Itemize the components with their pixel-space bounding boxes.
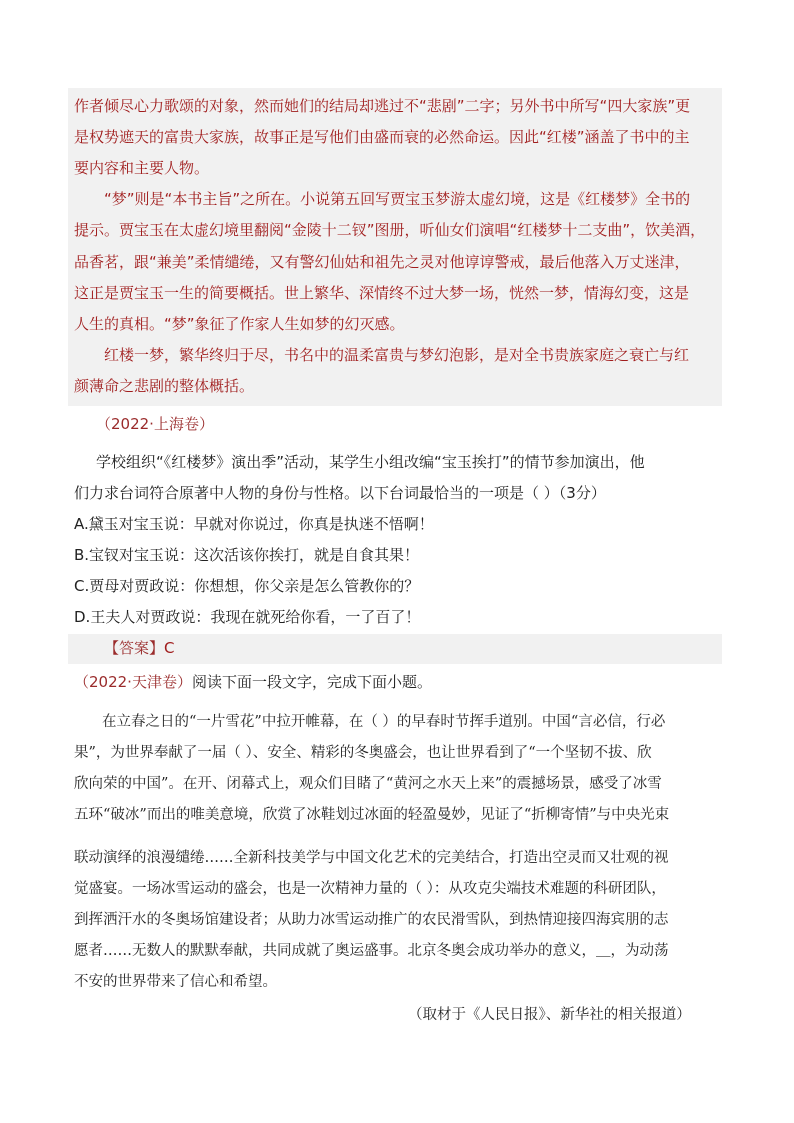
passage-line: 品香茗，跟“兼美”柔情缱绻，又有警幻仙姑和祖先之灵对他谆谆警戒，最后他落入万丈迷津， [74,253,690,271]
q2-passage-line: 不安的世界带来了信心和希望。 [74,974,277,990]
q2-passage-line: 愿者……无数人的默默奉献，共同成就了奥运盛事。北京冬奥会成功举办的意义，＿，为动荡 [74,943,669,959]
q1-stem-line: 们力求台词符合原著中人物的身份与性格。以下台词最恰当的一项是（ ）（3分） [74,484,606,502]
passage-line: 颜薄命之悲剧的整体概括。 [74,377,255,395]
passage-line: 提示。贾宝玉在太虚幻境里翻阅“金陵十二钗”图册，听仙女们演唱“红楼梦十二支曲”，饮美酒， [74,221,706,239]
q1-option-d: D.王夫人对贾政说：我现在就死给你看，一了百了！ [74,608,421,626]
q1-option-b: B.宝钗对宝玉说：这次活该你挨打，就是自食其果！ [74,546,420,564]
answer-label: 【答案】 [104,639,165,657]
q2-passage-line: 到挥洒汗水的冬奥场馆建设者；从助力冰雪运动推广的农民滑雪队，到热情迎接四海宾朋的志 [74,912,669,928]
passage-line: 这正是贾宝玉一生的简要概括。世上繁华、深情终不过大梦一场，恍然一梦，情海幻变，这是 [74,284,690,302]
passage-line: “梦”则是“本书主旨”之所在。小说第五回写贾宝玉梦游太虚幻境，这是《红楼梦》全书的 [104,190,691,208]
q1-option-c: C.贾母对贾政说：你想想，你父亲是怎么管教你的？ [74,577,420,595]
q1-stem-line: 学校组织“《红楼梦》演出季”活动，某学生小组改编“宝玉挨打”的情节参加演出，他 [96,453,645,471]
passage-line: 人生的真相。“梦”象征了作家人生如梦的幻灭感。 [74,315,405,333]
q2-source: （2022·天津卷） [74,673,192,691]
q1-option-a: A.黛玉对宝玉说：早就对你说过，你真是执迷不悟啊！ [74,515,434,533]
q1-answer [104,638,754,658]
q2-passage-line: 觉盛宴。一场冰雪运动的盛会，也是一次精神力量的（ ）：从攻克尖端技术难题的科研团队， [74,881,666,897]
passage-line: 要内容和主要人物。 [74,159,210,177]
q2-passage-line: 果”，为世界奉献了一届（ ）、安全、精彩的冬奥盛会，也让世界看到了“一个坚韧不拔、欣 [74,745,652,761]
q2-intro: 阅读下面一段文字，完成下面小题。 [191,673,432,691]
q2-passage-line: 欣向荣的中国”。在开、闭幕式上，观众们目睹了“黄河之水天上来”的震撼场景，感受了冰雪 [74,776,662,792]
q2-passage-line: 联动演绎的浪漫缱绻……全新科技美学与中国文化艺术的完美结合，打造出空灵而又壮观的视 [74,850,669,866]
q2-passage-line: 五环“破冰”而出的唯美意境，欣赏了冰鞋划过冰面的轻盈曼妙，见证了“折柳寄情”与中央光束 [74,807,670,823]
q1-source: （2022·上海卷） [96,415,214,433]
q2-citation: （取材于《人民日报》、新华社的相关报道） [408,1007,691,1023]
q2-passage-line: 在立春之日的“一片雪花”中拉开帷幕，在（ ）的早春时节挥手道别。中国“言必信，行必 [102,714,666,730]
passage-line: 作者倾尽心力歌颂的对象，然而她们的结局却逃过不“悲剧”二字；另外书中所写“四大家族”更 [74,97,691,115]
passage-line: 是权势遮天的富贵大家族，故事正是写他们由盛而衰的必然命运。因此“红楼”涵盖了书中的主 [74,128,690,146]
answer-value: C [164,639,175,657]
q2-header [74,672,724,692]
passage-line: 红楼一梦，繁华终归于尽，书名中的温柔富贵与梦幻泡影，是对全书贵族家庭之衰亡与红 [104,346,690,364]
